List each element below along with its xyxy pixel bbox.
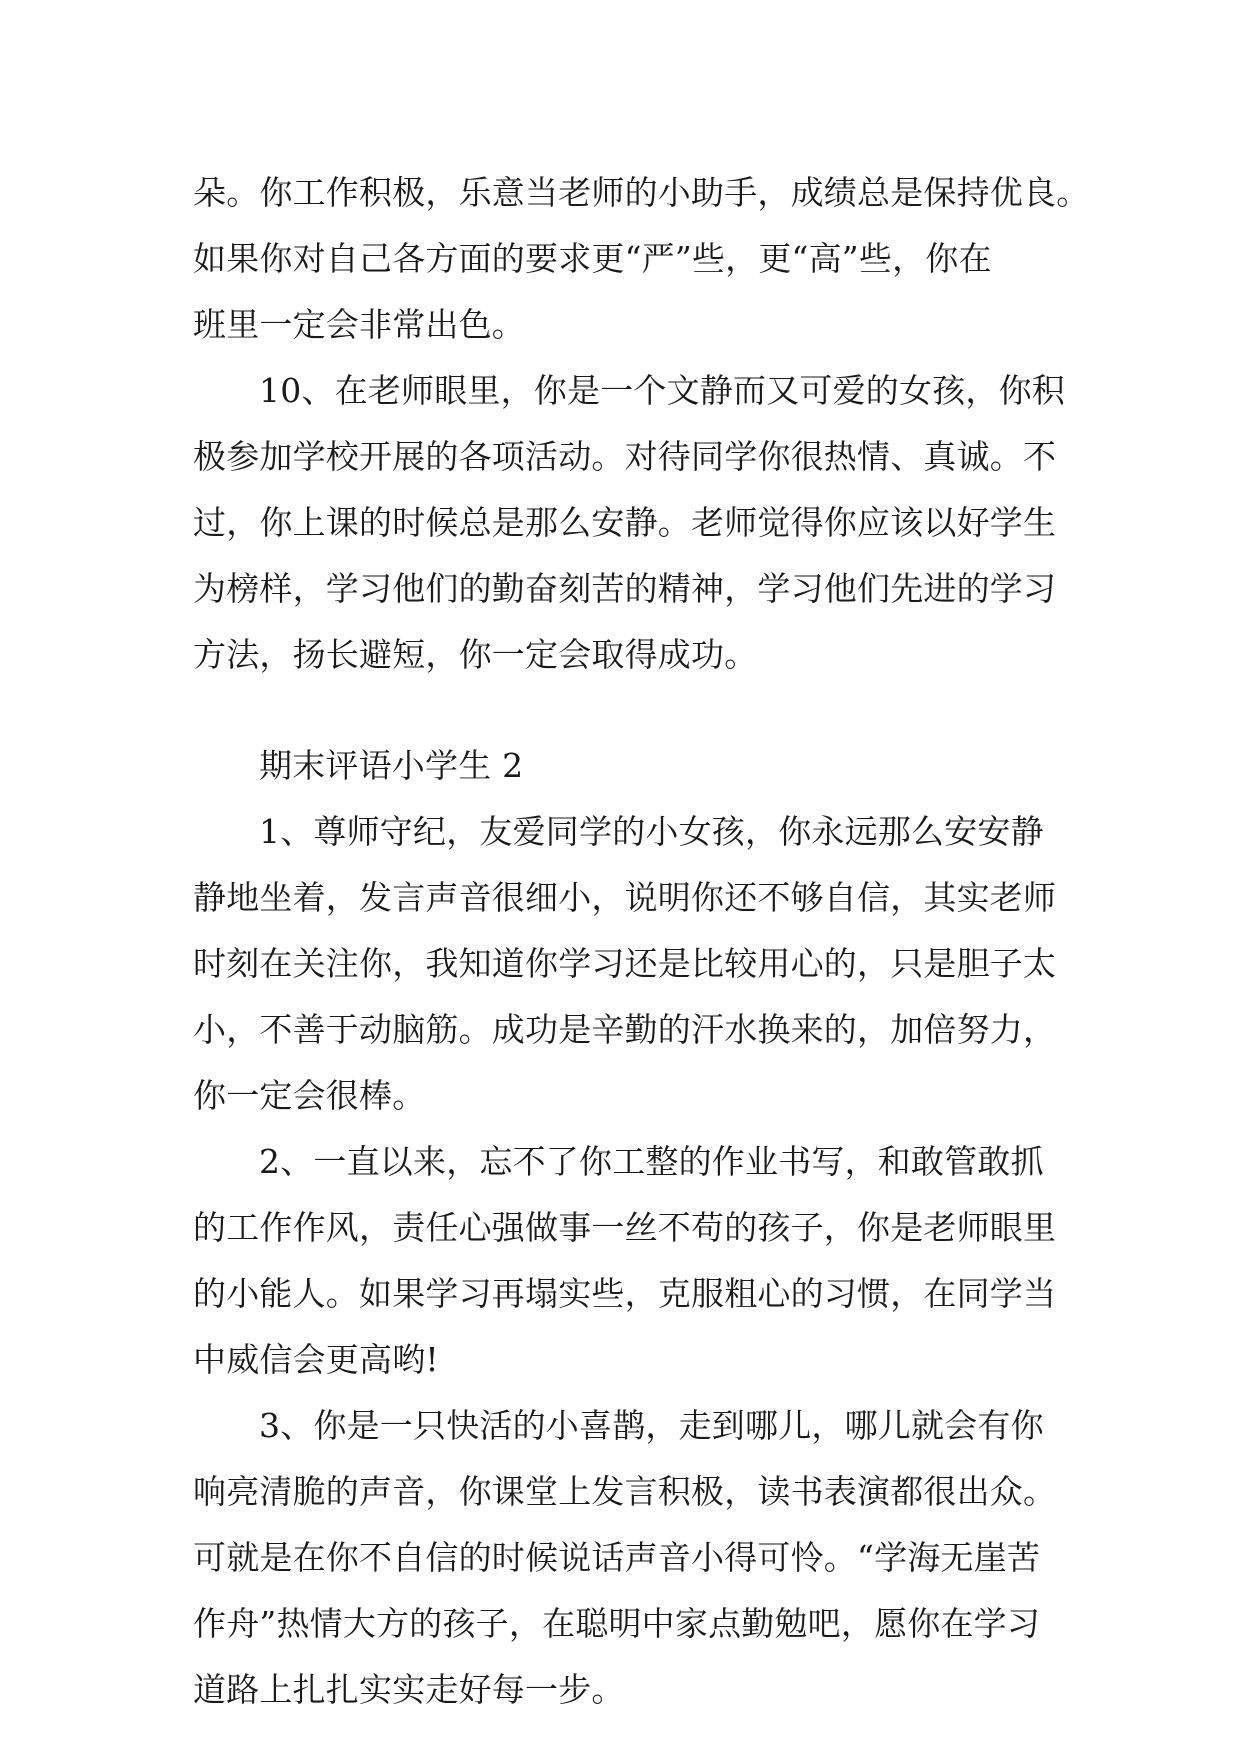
text-line: 可就是在你不自信的时候说话声音小得可怜。“学海无崖苦 [193, 1538, 1041, 1577]
text-line: 方法，扬长避短，你一定会取得成功。 [193, 635, 758, 674]
text-line: 小，不善于动脑筋。成功是辛勤的汗水换来的，加倍努力， [193, 1010, 1057, 1049]
text-line: 作舟”热情大方的孩子，在聪明中家点勤勉吧，愿你在学习 [193, 1604, 1041, 1643]
text-line: 过，你上课的时候总是那么安静。老师觉得你应该以好学生 [193, 503, 1057, 542]
text-line: 的工作作风，责任心强做事一丝不苟的孩子，你是老师眼里 [193, 1208, 1057, 1247]
text-line: 10、在老师眼里，你是一个文静而又可爱的女孩，你积 [259, 371, 1065, 410]
text-line: 如果你对自己各方面的要求更“严”些，更“高”些，你在 [193, 239, 992, 278]
document-body [193, 160, 1090, 1723]
paragraph-item-2 [193, 1129, 1063, 1393]
paragraph-item-1 [193, 799, 1063, 1129]
text-line: 你一定会很棒。 [193, 1076, 426, 1115]
paragraph-item-10 [193, 358, 1063, 688]
text-line: 静地坐着，发言声音很细小，说明你还不够自信，其实老师 [193, 878, 1057, 917]
paragraph-item-3 [193, 1393, 1063, 1723]
text-line: 班里一定会非常出色。 [193, 305, 525, 344]
paragraph-continuation [193, 160, 1090, 358]
text-line: 2、一直以来，忘不了你工整的作业书写，和敢管敢抓 [259, 1142, 1044, 1181]
text-line: 时刻在关注你，我知道你学习还是比较用心的，只是胆子太 [193, 944, 1057, 983]
text-line: 响亮清脆的声音，你课堂上发言积极，读书表演都很出众。 [193, 1472, 1057, 1511]
section-spacer [193, 688, 1063, 733]
text-line: 3、你是一只快活的小喜鹊，走到哪儿，哪儿就会有你 [259, 1406, 1044, 1445]
text-line: 1、尊师守纪，友爱同学的小女孩，你永远那么安安静 [259, 812, 1044, 851]
text-line: 的小能人。如果学习再塌实些，克服粗心的习惯，在同学当 [193, 1274, 1057, 1313]
text-line: 朵。你工作积极，乐意当老师的小助手，成绩总是保持优良。 [193, 173, 1090, 212]
text-line: 为榜样，学习他们的勤奋刻苦的精神，学习他们先进的学习 [193, 569, 1057, 608]
text-line: 道路上扎扎实实走好每一步。 [193, 1670, 625, 1709]
text-line: 极参加学校开展的各项活动。对待同学你很热情、真诚。不 [193, 437, 1057, 476]
section-heading: 期末评语小学生 2 [259, 746, 524, 785]
text-line: 中威信会更高哟! [193, 1340, 439, 1379]
